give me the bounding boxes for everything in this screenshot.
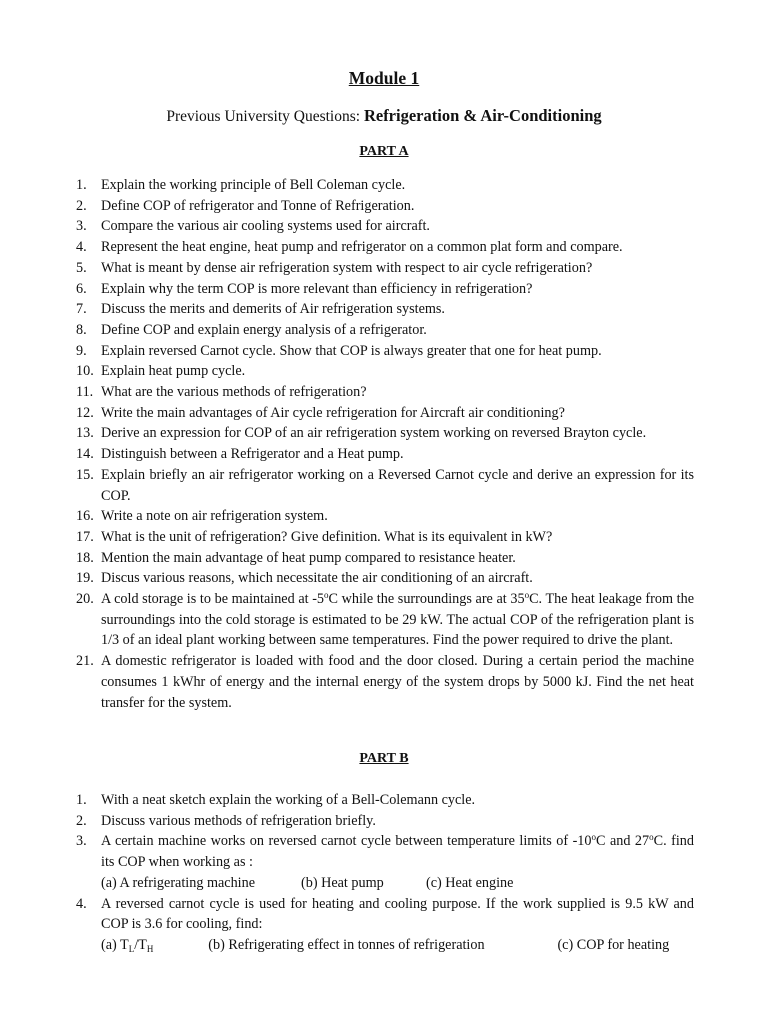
question-text-segment: o	[591, 832, 596, 843]
option-text: (a) T	[101, 936, 129, 953]
question-text-segment: o	[649, 832, 654, 843]
question-number: 13.	[76, 425, 94, 442]
question-number: 12.	[76, 404, 94, 421]
question-item	[76, 341, 694, 362]
question-item	[76, 216, 694, 237]
option-text: L	[128, 943, 135, 954]
question-item	[76, 790, 694, 811]
option-text: H	[146, 943, 154, 954]
question-item	[76, 831, 694, 872]
question-text: Discuss various methods of refrigeration briefly.	[101, 812, 376, 829]
question-item	[76, 403, 694, 424]
question-number: 4.	[76, 239, 87, 256]
module-title: Module 1	[348, 68, 420, 88]
subtitle-subject: Refrigeration & Air-Conditioning	[363, 106, 602, 125]
question-text: Discuss the merits and demerits of Air refrigeration systems.	[101, 301, 445, 318]
question-number: 19.	[76, 570, 94, 587]
question-number: 2.	[76, 197, 87, 214]
question-text: Define COP and explain energy analysis of a refrigerator.	[101, 321, 427, 338]
question-text-segment: o	[324, 590, 329, 601]
question-text: Explain why the term COP is more relevant than efficiency in refrigeration?	[101, 280, 533, 297]
question-item	[76, 382, 694, 403]
question-text-segment: A certain machine works on reversed carnot cycle between temperature limits of -10	[101, 833, 592, 850]
question-number: 18.	[76, 549, 94, 566]
part-a-heading: PART A	[359, 144, 409, 159]
question-number: 1.	[76, 792, 87, 808]
answer-option	[557, 935, 694, 956]
question-text: What is meant by dense air refrigeration system with respect to air cycle refrigeration?	[101, 259, 593, 276]
question-item	[76, 568, 694, 589]
question-number: 16.	[76, 508, 94, 525]
question-item	[76, 196, 694, 217]
question-number: 10.	[76, 363, 94, 380]
question-text: Compare the various air cooling systems used for aircraft.	[101, 218, 430, 235]
option-text: (c) COP for heating	[557, 936, 670, 953]
question-number: 2.	[76, 812, 87, 829]
question-text: Write a note on air refrigeration system.	[101, 508, 328, 525]
question-number: 17.	[76, 528, 94, 545]
question-item	[76, 506, 694, 527]
answer-option	[101, 935, 208, 956]
question-number: 21.	[76, 653, 94, 670]
answer-options	[76, 935, 694, 956]
question-number: 4.	[76, 895, 87, 912]
question-text: Distinguish between a Refrigerator and a Heat pump.	[101, 446, 404, 463]
question-text: What are the various methods of refrigeration?	[101, 384, 367, 401]
question-number: 3.	[76, 833, 87, 850]
question-number: 9.	[76, 342, 87, 359]
question-number: 3.	[76, 218, 87, 235]
part-a-question-list	[76, 175, 694, 713]
option-text: /T	[134, 936, 147, 953]
question-text-segment: A cold storage is to be maintained at -5	[101, 591, 325, 608]
question-text: Explain the working principle of Bell Coleman cycle.	[101, 177, 406, 193]
question-text: A reversed carnot cycle is used for heating and cooling purpose. If the work supplied is 9.5 kW and COP is 3.6 for cooling, find:	[101, 895, 694, 933]
document-subtitle	[0, 106, 768, 126]
answer-option	[208, 935, 557, 956]
question-text: Explain heat pump cycle.	[101, 363, 246, 380]
answer-option: (a) A refrigerating machine	[101, 874, 256, 891]
question-text-segment: C. The heat leakage from the surroundings into the cold storage is estimated to be 29 kW. The actual COP of the refrigeration plant is 1/3 of an ideal plant working between same temperatures. Find the power required to drive the plant.	[101, 591, 694, 649]
question-number: 6.	[76, 280, 87, 297]
question-item	[76, 444, 694, 465]
question-item	[76, 894, 694, 935]
question-text: Discus various reasons, which necessitate the air conditioning of an aircraft.	[101, 570, 533, 587]
answer-option: (c) Heat engine	[426, 874, 514, 891]
question-item	[76, 237, 694, 258]
question-number: 11.	[76, 384, 94, 401]
question-number: 20.	[76, 591, 94, 608]
question-item	[76, 320, 694, 341]
question-item	[76, 258, 694, 279]
question-item	[76, 548, 694, 569]
question-text: A domestic refrigerator is loaded with food and the door closed. During a certain period the machine consumes 1 kWhr of energy and the internal energy of the system drops by 5000 kJ. Find the net heat transfer for the system.	[101, 653, 694, 711]
question-number: 5.	[76, 259, 87, 276]
question-text: Write the main advantages of Air cycle refrigeration for Aircraft air conditioning?	[101, 404, 565, 421]
question-text: Explain reversed Carnot cycle. Show that COP is always greater that one for heat pump.	[101, 342, 602, 359]
question-item	[76, 527, 694, 548]
question-number: 8.	[76, 321, 87, 338]
answer-options	[76, 873, 694, 894]
answer-option: (b) Heat pump	[301, 874, 384, 891]
question-number: 7.	[76, 301, 87, 318]
option-text: (b) Refrigerating effect in tonnes of refrigeration	[208, 936, 485, 953]
question-item	[76, 299, 694, 320]
question-text: Define COP of refrigerator and Tonne of Refrigeration.	[101, 197, 415, 214]
question-text: With a neat sketch explain the working of a Bell-Colemann cycle.	[101, 792, 476, 808]
question-text: Mention the main advantage of heat pump compared to resistance heater.	[101, 549, 516, 566]
question-item	[76, 811, 694, 832]
question-item	[76, 279, 694, 300]
question-text	[101, 831, 694, 872]
question-text: Represent the heat engine, heat pump and refrigerator on a common plat form and compare.	[101, 239, 623, 256]
question-item	[76, 651, 694, 713]
question-text-segment: C. find its COP when working as :	[101, 833, 694, 871]
question-number: 14.	[76, 446, 94, 463]
question-item	[76, 361, 694, 382]
question-number: 15.	[76, 466, 94, 483]
part-b-heading: PART B	[359, 751, 409, 766]
question-item	[76, 175, 694, 196]
question-number: 1.	[76, 177, 87, 193]
question-item	[76, 465, 694, 506]
question-text: Explain briefly an air refrigerator working on a Reversed Carnot cycle and derive an expression for its COP.	[101, 466, 694, 504]
question-text: What is the unit of refrigeration? Give definition. What is its equivalent in kW?	[101, 528, 553, 545]
question-text-segment: C and 27	[595, 833, 650, 850]
question-text: Derive an expression for COP of an air refrigeration system working on reversed Brayton cycle.	[101, 425, 647, 442]
question-text	[101, 589, 694, 651]
part-b-question-list	[76, 790, 694, 956]
subtitle-prefix: Previous University Questions:	[166, 108, 364, 125]
question-text-segment: o	[524, 590, 530, 601]
question-text-segment: C while the surroundings are at 35	[328, 591, 525, 608]
question-item	[76, 589, 694, 651]
question-item	[76, 423, 694, 444]
